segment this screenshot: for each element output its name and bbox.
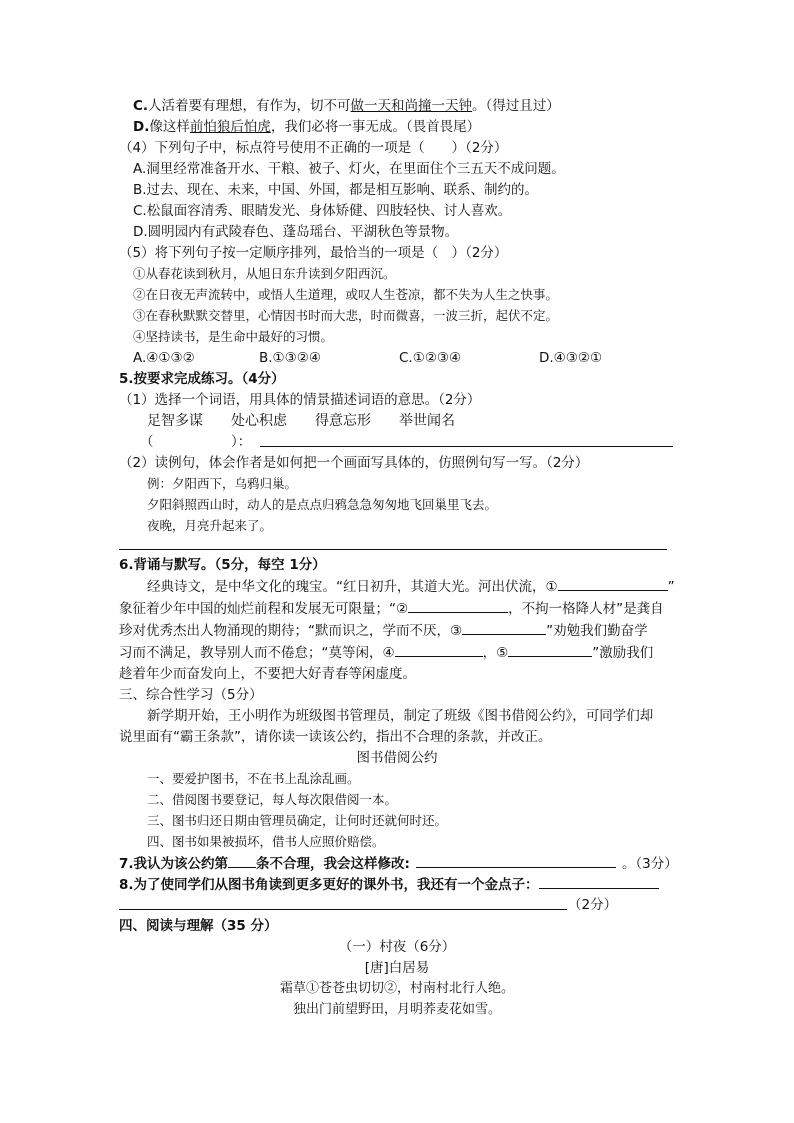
rule-4: 四、图书如果被损坏，借书人应照价赔偿。 <box>147 834 385 849</box>
blank-2[interactable] <box>408 598 508 613</box>
option-d: D.像这样前怕狼后怕虎，我们必将一事无成。（畏首畏尾） <box>133 119 481 135</box>
q8: 8.为了使同学们从图书角读到更多更好的课外书，我还有一个金点子： <box>119 874 659 895</box>
q4-option-c: C.松鼠面容清秀、眼睛发光、身体矫健、四肢轻快、讨人喜欢。 <box>133 203 512 219</box>
section-3-title: 三、综合性学习（5分） <box>119 687 263 703</box>
q6-line2: 象征着少年中国的灿烂前程和发展无可限量；“② ，不拘一格降人材”是龚自 <box>119 598 664 619</box>
example-1: 例：夕阳西下，乌鸦归巢。 <box>147 476 298 491</box>
rule-2: 二、借阅图书要登记，每人每次限借阅一本。 <box>147 792 398 807</box>
q5-title: 5.按要求完成练习。（4分） <box>119 371 285 387</box>
q8-blank-2[interactable] <box>119 909 567 910</box>
q7-blank-clause[interactable] <box>228 853 256 868</box>
poem-title: （一）村夜（6分） <box>338 939 456 955</box>
answer-paren-close: ）： <box>231 434 252 450</box>
answer-line-1[interactable] <box>260 446 673 447</box>
q5-part2: （2）读例句，体会作者是如何把一个画面写具体的，仿照例句写一写。（2分） <box>119 455 589 471</box>
q4-option-a: A.洞里经常准备开水、干粮、被子、灯火，在里面住个三五天不成问题。 <box>133 161 565 177</box>
q8-blank-1[interactable] <box>539 874 659 889</box>
q6-line5: 趁着年少而奋发向上，不要把大好青春等闲虚度。 <box>119 666 416 682</box>
q4-option-b: B.过去、现在、未来，中国、外国，都是相互影响、联系、制约的。 <box>133 182 539 198</box>
q7-blank-revision[interactable] <box>416 853 616 868</box>
q6-line3: 珍对优秀杰出人物涌现的期待；“默而识之，学而不厌，③ ”劝勉我们勤奋学 <box>119 620 648 641</box>
example-3: 夜晚，月亮升起来了。 <box>147 518 273 533</box>
answer-paren-open: （ <box>140 434 154 450</box>
blank-5[interactable] <box>508 642 592 657</box>
rule-1: 一、要爱护图书，不在书上乱涂乱画。 <box>147 771 360 786</box>
q8-score: （2分） <box>568 897 618 913</box>
q7: 7.我认为该公约第 条不合理，我会这样修改: 。（3分） <box>119 853 678 874</box>
poem-line-1: 霜草①苍苍虫切切②，村南村北行人绝。 <box>279 981 514 996</box>
q4-stem: （4）下列句子中，标点符号使用不正确的一项是（ ）（2分） <box>119 140 508 156</box>
option-c: C.人活着要有理想，有作为，切不可做一天和尚撞一天钟。（得过且过） <box>133 98 560 114</box>
poem-line-2: 独出门前望野田，月明荞麦花如雪。 <box>292 1002 501 1017</box>
order-option-d: D.④③②① <box>539 350 603 366</box>
order-option-a: A.④①③② <box>133 350 195 366</box>
q6-title: 6.背诵与默写。（5分，每空 1分） <box>119 557 326 573</box>
q5-order-stem: （5）将下列句子按一定顺序排列，最恰当的一项是（ ）（2分） <box>119 245 508 261</box>
order-option-b: B.①③②④ <box>259 350 321 366</box>
sentence-3: ③在春秋默默交替里，心情因书时而大悲，时而微喜，一波三折，起伏不定。 <box>133 308 559 323</box>
order-option-c: C.①②③④ <box>399 350 462 366</box>
blank-1[interactable] <box>558 576 668 591</box>
blank-3[interactable] <box>462 620 546 635</box>
section-4-title: 四、阅读与理解（35 分） <box>119 918 278 934</box>
rules-title: 图书借阅公约 <box>356 750 438 766</box>
sentence-4: ④坚持读书，是生命中最好的习惯。 <box>133 329 334 344</box>
sentence-1: ①从春花读到秋月，从旭日东升读到夕阳西沉。 <box>133 266 396 281</box>
answer-line-2[interactable] <box>119 549 667 550</box>
sentence-2: ②在日夜无声流转中，或悟人生道理，或叹人生苍凉，都不失为人生之快事。 <box>133 287 559 302</box>
word-choices: 足智多谋 处心积虑 得意忘形 举世闻名 <box>147 413 455 429</box>
q5-part1: （1）选择一个词语，用具体的情景描述词语的意思。（2分） <box>119 392 481 408</box>
q6-line1: 经典诗文，是中华文化的瑰宝。“红日初升，其道大光。河出伏流，① ” <box>147 576 675 597</box>
section-3-intro-1: 新学期开始，王小明作为班级图书管理员，制定了班级《图书借阅公约》，可同学们却 <box>147 708 654 724</box>
q4-option-d: D.圆明园内有武陵春色、蓬岛瑶台、平湖秋色等景物。 <box>133 224 459 240</box>
example-2: 夕阳斜照西山时，动人的是点点归鸦急急匆匆地飞回巢里飞去。 <box>147 497 498 512</box>
rule-3: 三、图书归还日期由管理员确定，让何时还就何时还。 <box>147 813 448 828</box>
section-3-intro-2: 说里面有“霸王条款”，请你读一读该公约，指出不合理的条款，并改正。 <box>119 729 552 745</box>
poem-author: [唐]白居易 <box>364 960 430 976</box>
q6-line4: 习而不满足，教导别人而不倦怠；“莫等闲，④ ，⑤ ”激励我们 <box>119 642 653 663</box>
blank-4[interactable] <box>395 642 483 657</box>
